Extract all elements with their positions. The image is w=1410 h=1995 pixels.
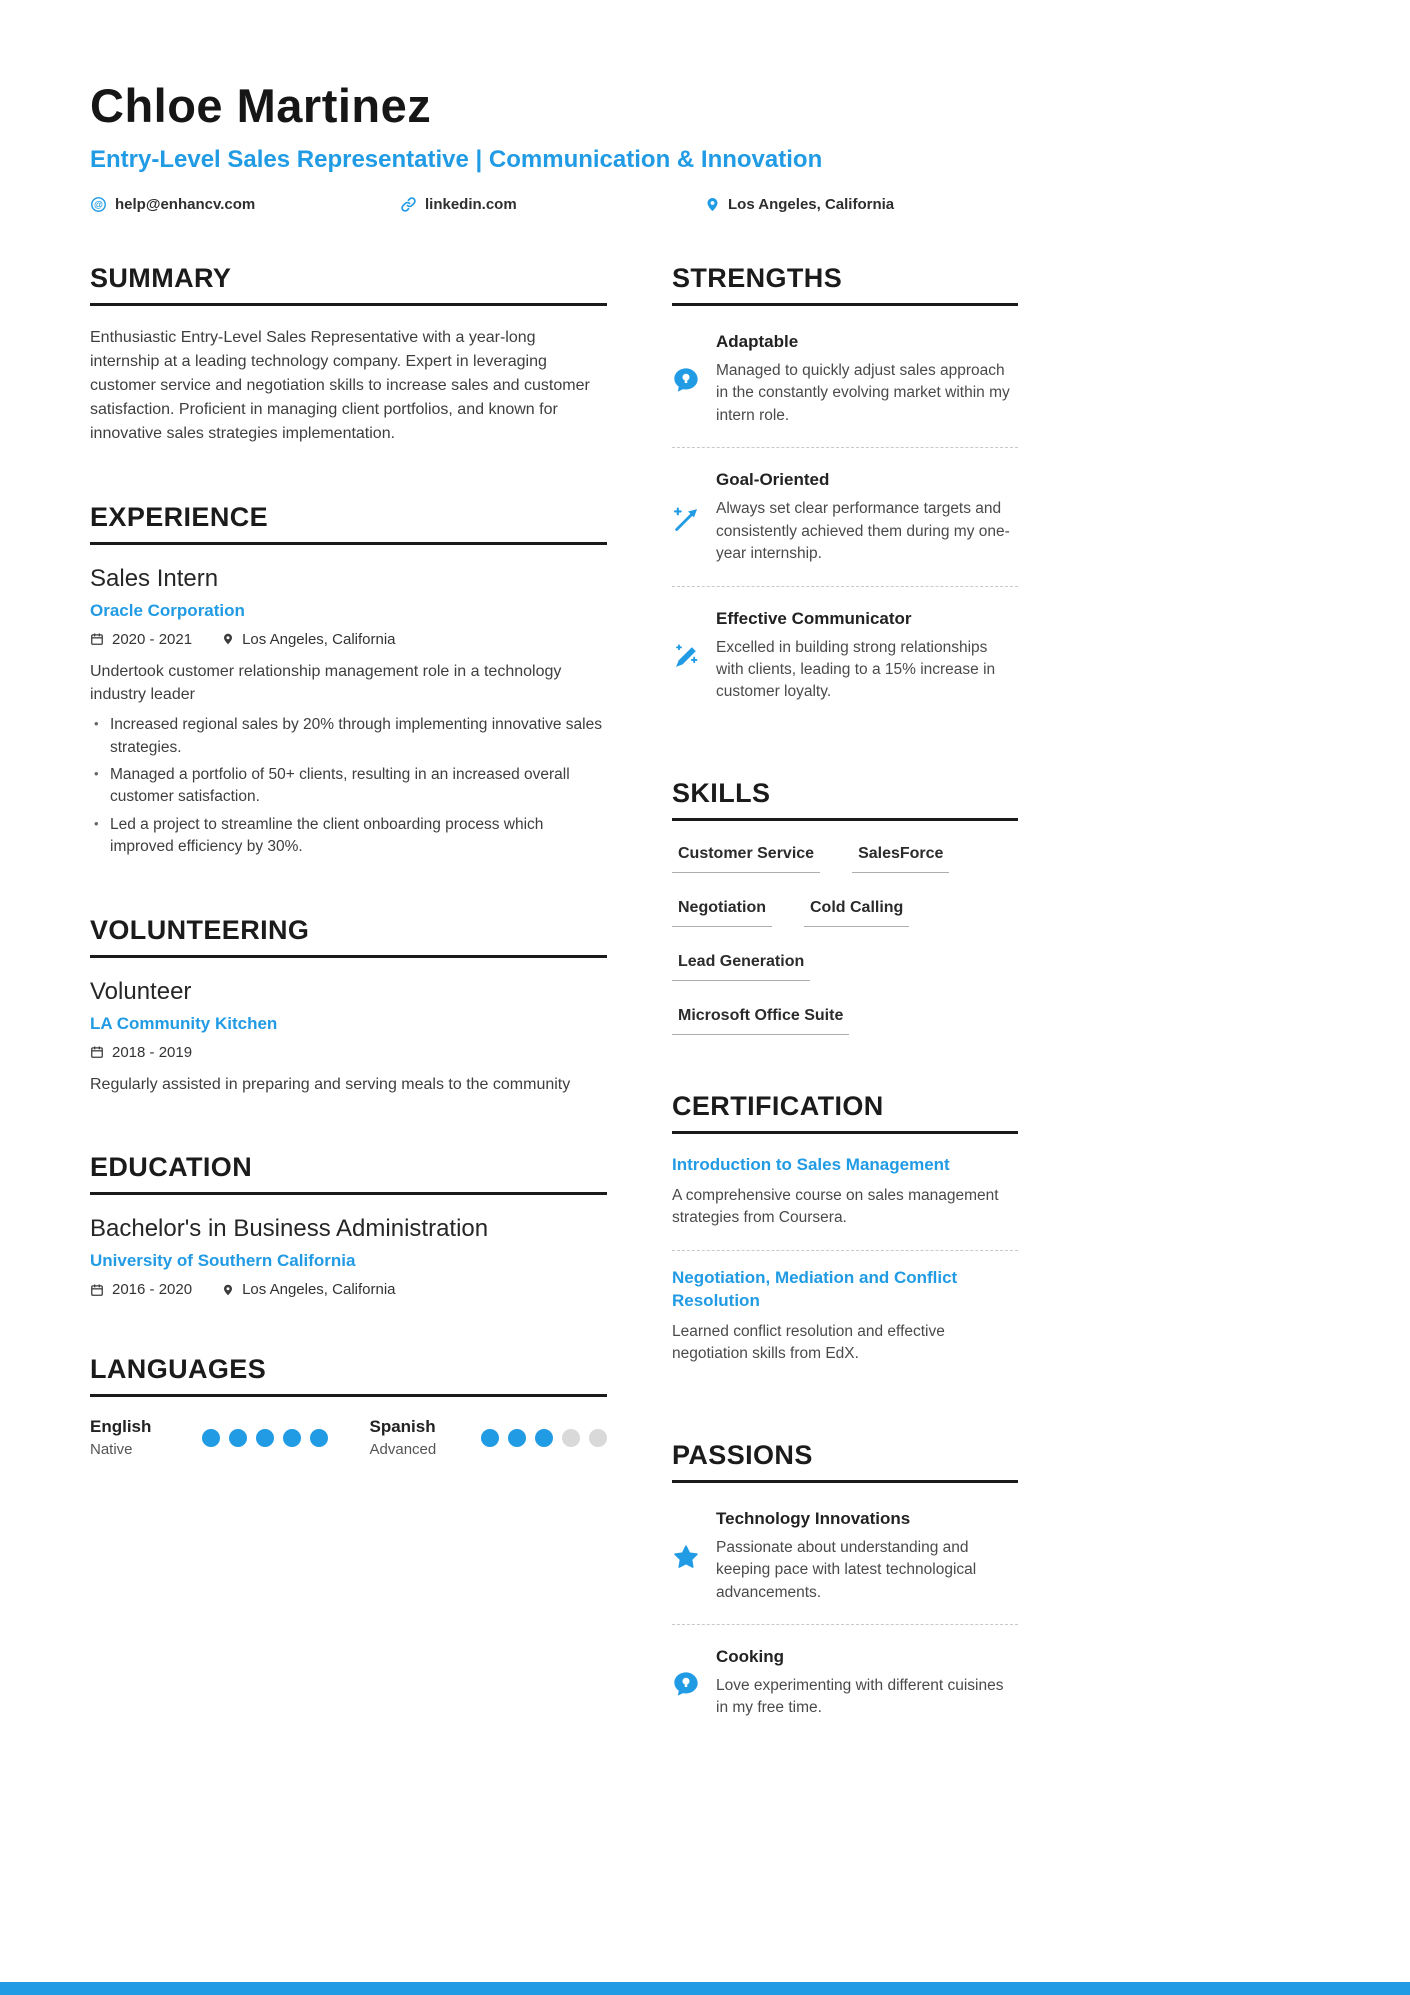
level-dot [562,1429,580,1447]
location-text: Los Angeles, California [728,195,895,213]
content-columns [90,263,1410,1794]
language-dots [481,1429,607,1447]
volunteering-heading: VOLUNTEERING [90,915,607,958]
strengths-heading: STRENGTHS [672,263,1018,306]
certification-text: Learned conflict resolution and effective negotiation skills from EdX. [672,1322,945,1363]
wand-icon [672,611,700,704]
strength-item [672,326,1018,445]
accent-footer-bar [0,1982,1410,1995]
job-meta [90,631,607,648]
pin-icon [222,1283,234,1297]
email-icon [90,196,107,213]
education-dates [90,1281,192,1298]
degree-title: Bachelor's in Business Administration [90,1215,489,1243]
certification-title: Introduction to Sales Management [672,1154,950,1174]
star-icon [672,1511,700,1604]
email-link[interactable] [90,196,400,213]
skill-tag: Microsoft Office Suite [672,1007,849,1035]
language-level: Native [90,1441,133,1459]
language-item [90,1417,328,1458]
languages-list [90,1417,607,1458]
volunteering-section [90,915,607,1096]
level-dot [256,1429,274,1447]
level-dot [229,1429,247,1447]
svg-text:@: @ [94,199,103,210]
certification-text: A comprehensive course on sales management strategies from Coursera. [672,1186,999,1227]
language-item [370,1417,608,1458]
linkedin-text: linkedin.com [425,195,517,213]
certification-item [672,1267,1018,1384]
level-dot [589,1429,607,1447]
skill-tag: Customer Service [672,845,820,873]
job-description: Undertook customer relationship management role in a technology industry leader [90,662,562,703]
education-section [90,1152,607,1298]
location-item [705,196,894,213]
volunteer-description: Regularly assisted in preparing and serving meals to the community [90,1075,571,1093]
skills-section [672,778,1018,1035]
job-location [222,631,395,648]
strength-text: Always set clear performance targets and consistently achieved them during my one-year internship. [716,500,1010,563]
summary-section [90,263,607,446]
divider [672,447,1018,448]
passion-text: Love experimenting with different cuisines in my free time. [716,1677,1004,1717]
right-column [672,263,1018,1794]
certification-heading: CERTIFICATION [672,1091,1018,1134]
job-bullet: • Increased regional sales by 20% through implementing innovative sales strategies. [90,714,607,759]
job-bullet: • Led a project to streamline the client onboarding process which improved efficiency by 30%. [90,814,607,859]
language-dots [202,1429,328,1447]
level-dot [283,1429,301,1447]
volunteer-dates [90,1044,192,1061]
passion-title: Cooking [716,1647,784,1666]
volunteer-meta [90,1044,607,1061]
lightbulb-bubble-icon [672,334,700,427]
cooking-bubble-icon [672,1649,700,1720]
language-level: Advanced [369,1441,437,1459]
calendar-icon [90,1045,104,1059]
certification-section [672,1091,1018,1384]
job-dates [90,631,192,648]
calendar-icon [90,1283,104,1297]
person-name: Chloe Martinez [90,79,432,132]
email-text: help@enhancv.com [115,195,256,213]
languages-heading: LANGUAGES [90,1354,607,1397]
strength-item [672,603,1018,722]
skill-tag: Lead Generation [672,953,810,981]
education-location [222,1281,395,1298]
education-dates-text: 2016 - 2020 [112,1281,193,1299]
divider [672,586,1018,587]
education-location-text: Los Angeles, California [242,1281,396,1299]
passions-section [672,1440,1018,1738]
company-name: Oracle Corporation [90,600,245,620]
strength-text: Excelled in building strong relationships with clients, leading to a 15% increase in customer loyalty. [716,638,996,701]
goal-arrow-icon [672,472,700,565]
strength-title: Goal-Oriented [716,470,830,490]
passion-item [672,1503,1018,1622]
skills-heading: SKILLS [672,778,1018,821]
volunteer-role: Volunteer [90,977,192,1005]
job-bullets [90,714,607,859]
summary-text: Enthusiastic Entry-Level Sales Representative with a year-long internship at a leading technology company. Expert in leveraging customer service and negotiation skills to increase sales and customer satisfaction. Proficient in managing client portfolios, and known for innovative sales strategies implementation. [90,328,590,442]
skills-list [672,841,1018,1035]
headline: Entry-Level Sales Representative | Communication & Innovation [90,145,823,173]
strength-title: Effective Communicator [716,608,912,628]
calendar-icon [90,632,104,646]
job-location-text: Los Angeles, California [242,630,396,648]
divider [672,1250,1018,1251]
skill-tag: SalesForce [852,845,949,873]
volunteer-dates-text: 2018 - 2019 [112,1043,193,1061]
experience-section [90,502,607,859]
strengths-section [672,263,1018,722]
passion-text: Passionate about understanding and keeping pace with latest technological advancements. [716,1538,977,1601]
skill-tag: Negotiation [672,899,772,927]
level-dot [202,1429,220,1447]
skill-tag: Cold Calling [804,899,909,927]
language-name: Spanish [369,1417,436,1437]
languages-section [90,1354,607,1458]
school-name: University of Southern California [90,1251,356,1271]
left-column [90,263,607,1794]
level-dot [535,1429,553,1447]
passions-heading: PASSIONS [672,1440,1018,1483]
link-icon [400,196,417,213]
passion-item [672,1641,1018,1738]
strength-title: Adaptable [716,331,799,351]
volunteer-org: LA Community Kitchen [90,1013,278,1033]
strength-text: Managed to quickly adjust sales approach in the constantly evolving market within my intern role. [716,361,1010,424]
strength-item [672,464,1018,583]
job-dates-text: 2020 - 2021 [112,630,193,648]
divider [672,1624,1018,1625]
resume-header [90,80,1410,213]
language-name: English [90,1417,152,1437]
job-bullet: • Managed a portfolio of 50+ clients, resulting in an increased overall customer satisfaction. [90,764,607,809]
contact-row [90,196,1018,213]
certification-title: Negotiation, Mediation and Conflict Resolution [672,1267,958,1310]
job-title: Sales Intern [90,564,219,592]
level-dot [481,1429,499,1447]
certification-item [672,1154,1018,1248]
education-meta [90,1281,607,1298]
experience-entry [90,565,607,859]
summary-heading: SUMMARY [90,263,607,306]
passion-title: Technology Innovations [716,1508,911,1528]
experience-heading: EXPERIENCE [90,502,607,545]
pin-icon [222,632,234,646]
level-dot [310,1429,328,1447]
location-icon [705,196,720,213]
education-heading: EDUCATION [90,1152,607,1195]
level-dot [508,1429,526,1447]
linkedin-link[interactable] [400,196,705,213]
